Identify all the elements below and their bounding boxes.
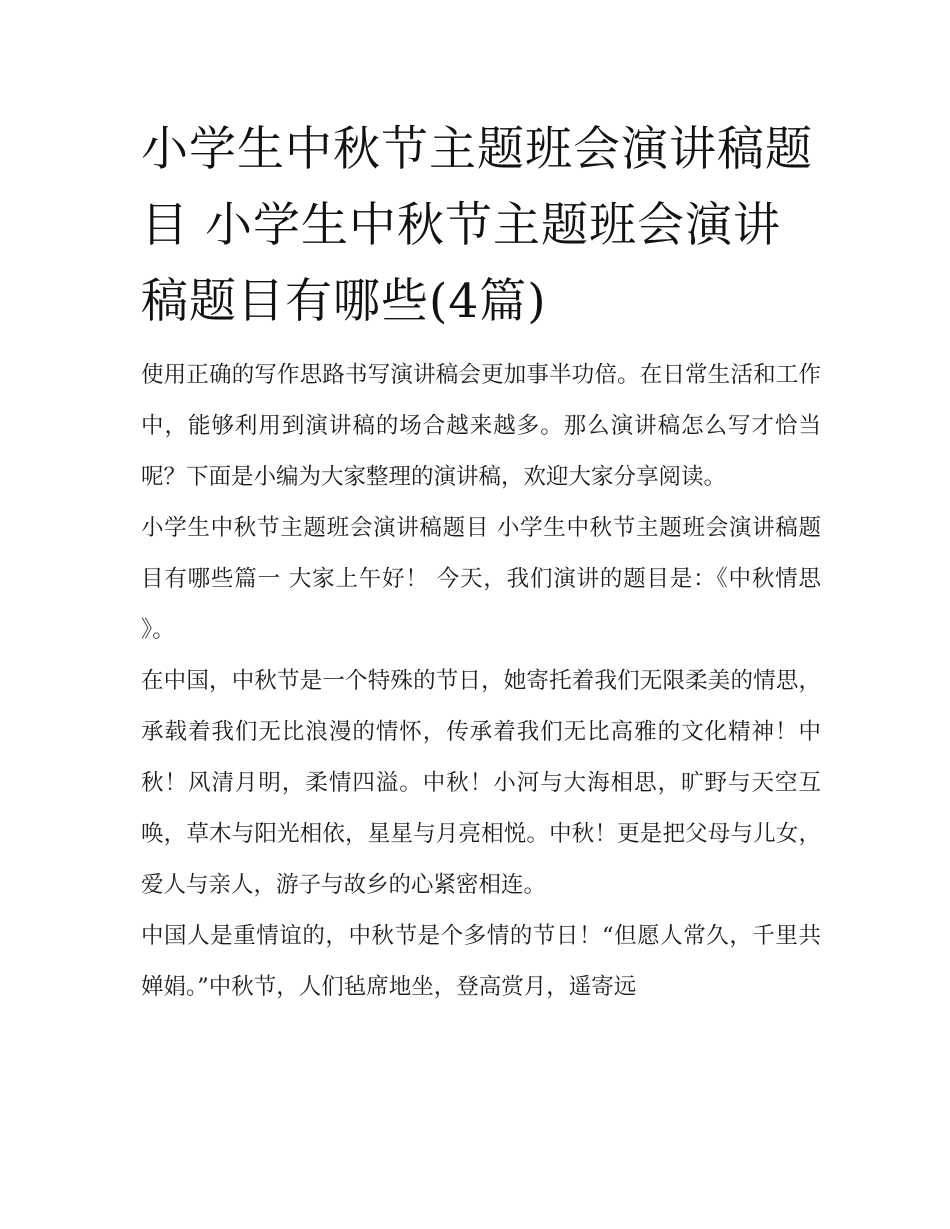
document-page xyxy=(141,112,821,1013)
paragraph-body-2: 中国人是重情谊的，中秋节是个多情的节日！“但愿人常久，千里共婵娟。”中秋节，人们毡席地坐，登高赏月，遥寄远 xyxy=(141,923,821,1000)
document-title: 小学生中秋节主题班会演讲稿题目 小学生中秋节主题班会演讲稿题目有哪些(4篇) xyxy=(141,122,813,329)
paragraph-intro: 使用正确的写作思路书写演讲稿会更加事半功倍。在日常生活和工作中，能够利用到演讲稿的场合越来越多。那么演讲稿怎么写才恰当呢？下面是小编为大家整理的演讲稿，欢迎大家分享阅读。 xyxy=(141,362,821,490)
paragraph-body-1: 在中国，中秋节是一个特殊的节日，她寄托着我们无限柔美的情思，承载着我们无比浪漫的情怀，传承着我们无比高雅的文化精神！中秋！风清月明，柔情四溢。中秋！小河与大海相思，旷野与天空互唤，草木与阳光相依，星星与月亮相悦。中秋！更是把父母与儿女，爱人与亲人，游子与故乡的心紧密相连。 xyxy=(141,668,821,898)
paragraph-speech-heading: 小学生中秋节主题班会演讲稿题目 小学生中秋节主题班会演讲稿题目有哪些篇一 大家上午好！ 今天，我们演讲的题目是：《中秋情思 》。 xyxy=(141,515,821,643)
